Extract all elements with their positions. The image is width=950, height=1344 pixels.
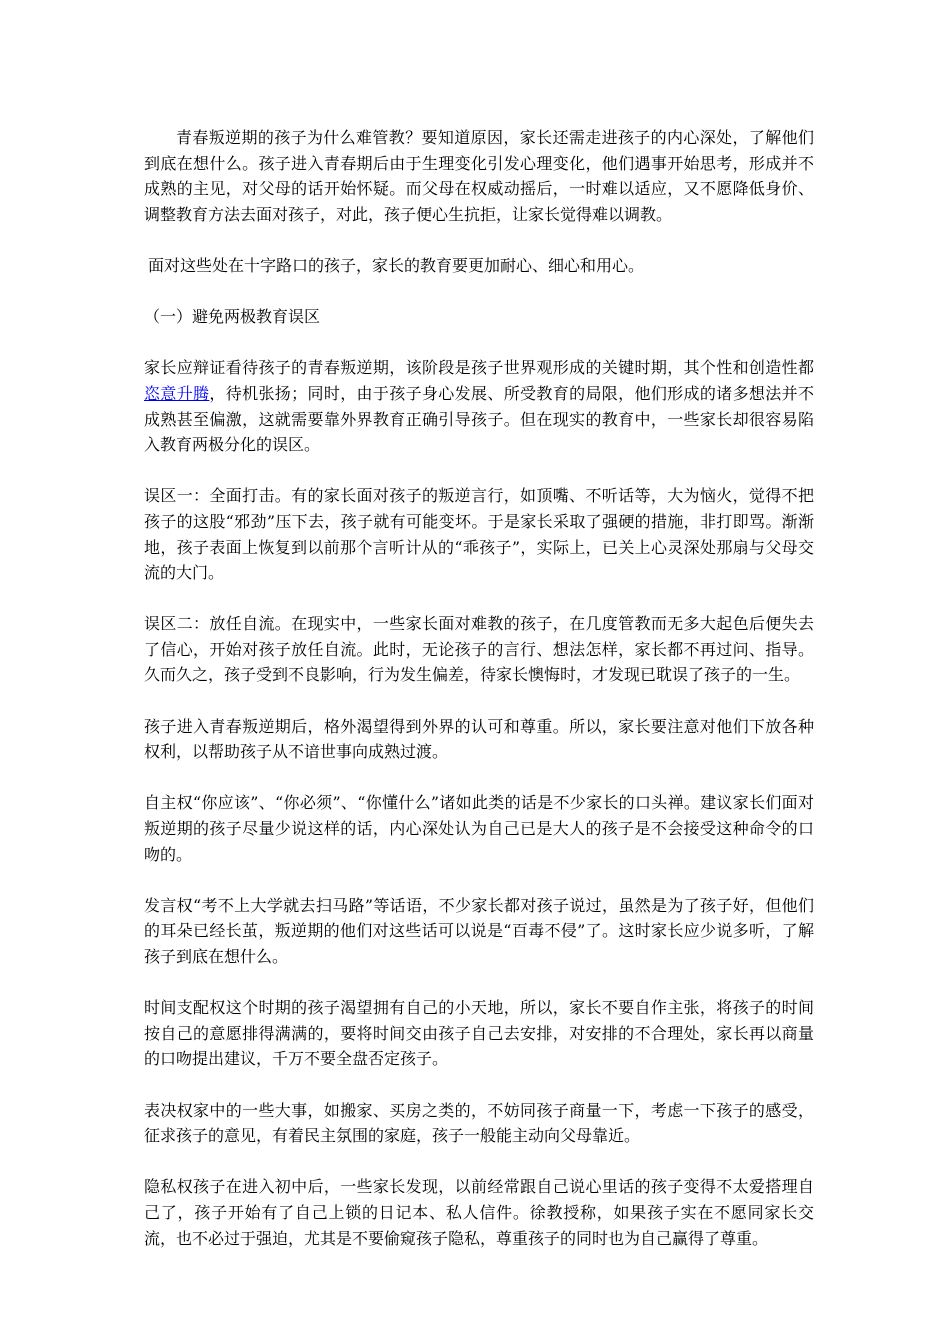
paragraph-intro: 青春叛逆期的孩子为什么难管教？要知道原因，家长还需走进孩子的内心深处，了解他们到底在想什么。孩子进入青春期后由于生理变化引发心理变化，他们遇事开始思考，形成并不成熟的主见，对父母的话开始怀疑。而父母在权威动摇后，一时难以适应，又不愿降低身价、调整教育方法去面对孩子，对此，孩子便心生抗拒，让家长觉得难以调教。 <box>144 128 814 224</box>
paragraph-time-right: 时间支配权这个时期的孩子渴望拥有自己的小天地，所以，家长不要自作主张，将孩子的时间按自己的意愿排得满满的，要将时间交由孩子自己去安排，对安排的不合理处，家长再以商量的口吻提出建议，千万不要全盘否定孩子。 <box>144 998 814 1069</box>
paragraph-dialectic-text-2: ，待机张扬；同时，由于孩子身心发展、所受教育的局限，他们形成的诸多想法并不成熟甚至偏激，这就需要靠外界教育正确引导孩子。但在现实的教育中，一些家长却很容易陷入教育两极分化的误区。 <box>144 383 814 455</box>
paragraph-summary: 面对这些处在十字路口的孩子，家长的教育要更加耐心、细心和用心。 <box>148 255 645 275</box>
keyword-link[interactable]: 恣意升腾 <box>144 383 210 403</box>
paragraph-dialectic-text-1: 家长应辩证看待孩子的青春叛逆期，该阶段是孩子世界观形成的关键时期，其个性和创造性都 <box>144 358 814 378</box>
section-heading: （一）避免两极教育误区 <box>144 307 321 327</box>
paragraph-misconception-2: 误区二：放任自流。在现实中，一些家长面对难教的孩子，在几度管教而无多大起色后便失去了信心，开始对孩子放任自流。此时，无论孩子的言行、想法怎样，家长都不再过问、指导。久而久之，孩子受到不良影响，行为发生偏差，待家长懊悔时，才发现已耽误了孩子的一生。 <box>144 614 814 685</box>
paragraph-dialectic <box>144 355 814 457</box>
paragraph-privacy-right: 隐私权孩子在进入初中后，一些家长发现，以前经常跟自己说心里话的孩子变得不太爱搭理自己了，孩子开始有了自己上锁的日记本、私人信件。徐教授称，如果孩子实在不愿同家长交流，也不必过于强迫，尤其是不要偷窥孩子隐私，尊重孩子的同时也为自己赢得了尊重。 <box>144 1177 814 1248</box>
document-page <box>144 125 814 1251</box>
paragraph-rights-intro: 孩子进入青春叛逆期后，格外渴望得到外界的认可和尊重。所以，家长要注意对他们下放各种权利，以帮助孩子从不谙世事向成熟过渡。 <box>144 716 814 762</box>
paragraph-misconception-1: 误区一：全面打击。有的家长面对孩子的叛逆言行，如顶嘴、不听话等，大为恼火，觉得不把孩子的这股“邪劲”压下去，孩子就有可能变坏。于是家长采取了强硬的措施，非打即骂。渐渐地，孩子表面上恢复到以前那个言听计从的“乖孩子”，实际上，已关上心灵深处那扇与父母交流的大门。 <box>144 486 814 583</box>
paragraph-autonomy-right: 自主权“你应该”、“你必须”、“你懂什么”诸如此类的话是不少家长的口头禅。建议家长们面对叛逆期的孩子尽量少说这样的话，内心深处认为自己已是大人的孩子是不会接受这种命令的口吻的。 <box>144 793 814 864</box>
paragraph-voting-right: 表决权家中的一些大事，如搬家、买房之类的，不妨同孩子商量一下，考虑一下孩子的感受，征求孩子的意见，有着民主氛围的家庭，孩子一般能主动向父母靠近。 <box>144 1100 814 1146</box>
paragraph-speech-right: 发言权“考不上大学就去扫马路”等话语，不少家长都对孩子说过，虽然是为了孩子好，但他们的耳朵已经长茧，叛逆期的他们对这些话可以说是“百毒不侵”了。这时家长应少说多听，了解孩子到底在想什么。 <box>144 895 814 966</box>
